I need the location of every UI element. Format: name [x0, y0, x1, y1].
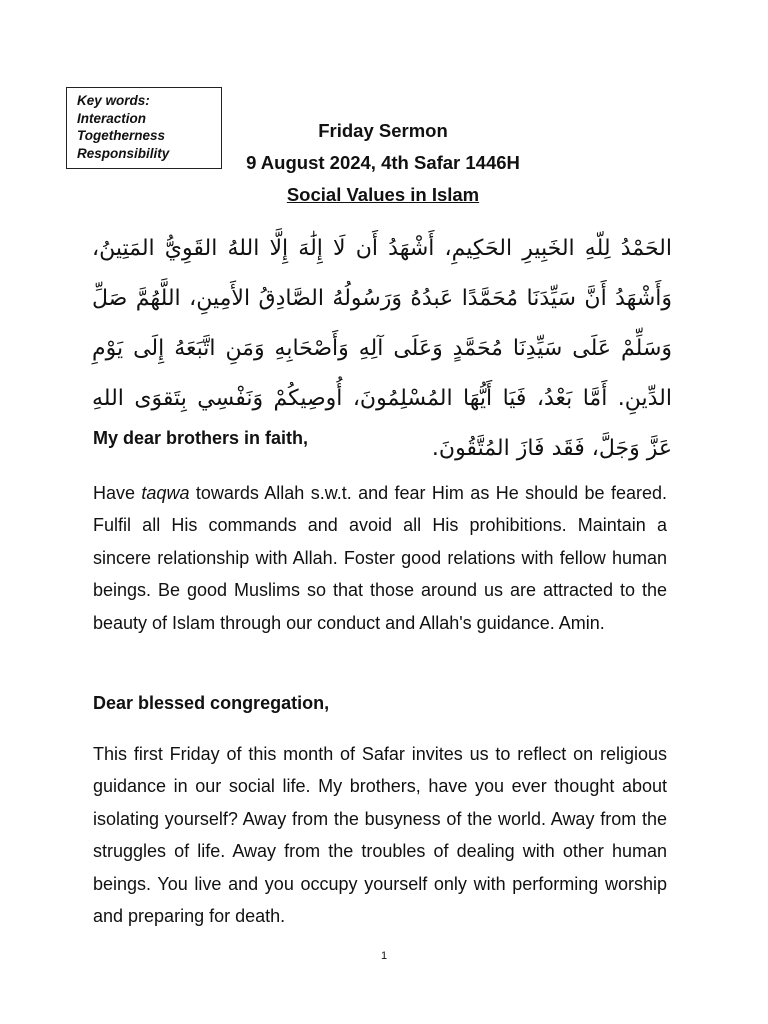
salutation-brothers: My dear brothers in faith, [93, 428, 309, 448]
keyword-item: Togetherness [77, 128, 166, 143]
sermon-title: Friday Sermon [318, 120, 448, 141]
sermon-subtitle: Social Values in Islam [286, 184, 480, 205]
keyword-item: Responsibility [77, 145, 170, 161]
paragraph-safar: This first Friday of this month of Safar invites us to reflect on religious guidance in our social life. My brothers, have you ever thought about isolating yourself? Away from the busyness of the world. Away from the struggles of life. Away from the troubles of dealing with other human beings. You live and you occupy yourself only with performing worship and preparing for death. [93, 744, 667, 927]
paragraph-taqwa [93, 477, 667, 639]
sermon-date: 9 August 2024, 4th Safar 1446H [246, 152, 520, 173]
keyword-item: Interaction [77, 110, 147, 126]
page-number: 1 [380, 950, 388, 962]
paragraph-text: towards Allah s.w.t. and fear Him as He should be feared. Fulfil all His commands and avoid all His prohibitions. Maintain a sincere relationship with Allah. Foster good relations with fellow human beings. Be good Muslims so that those around us are attracted to the beauty of Islam through our conduct and Allah's guidance. Amin. [93, 483, 667, 633]
salutation-congregation: Dear blessed congregation, [93, 693, 330, 713]
keywords-heading: Key words: [77, 93, 150, 108]
arabic-opening: الحَمْدُ لِلّهِ الخَبِيرِ الحَكِيمِ، أَشْهَدُ أَن لَا إِلَٰهَ إِلَّا اللهُ القَوِيُّ المَتِينُ، وَأَشْهَدُ أَنَّ سَيِّدَنَا مُحَمَّدًا عَبدُهُ وَرَسُولُهُ الصَّادِقُ الأَمِينِ، اللَّهُمَّ صَلِّ وَسَلِّمْ عَلَى سَيِّدِنَا مُحَمَّدٍ وَعَلَى آلِهِ وَأَصْحَابِهِ وَمَنِ اتَّبَعَهُ إِلَى يَوْمِ الدِّينِ. أَمَّا بَعْدُ، فَيَا أَيُّهَا المُسْلِمُونَ، أُوصِيكُمْ وَنَفْسِي بِتَقوَى اللهِ عَزَّ وَجَلَّ، فَقَد فَازَ المُتَّقُونَ. [92, 236, 672, 461]
paragraph-text: Have [93, 483, 142, 503]
paragraph-italic-term: taqwa [141, 483, 190, 503]
